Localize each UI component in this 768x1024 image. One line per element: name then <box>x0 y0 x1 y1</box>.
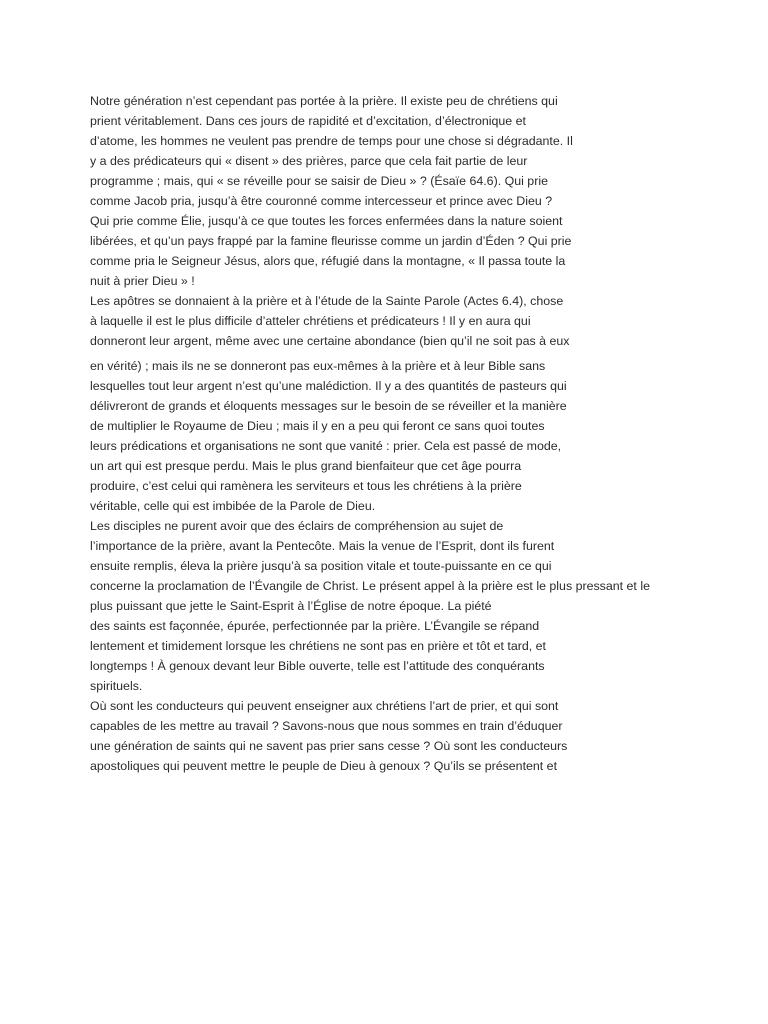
text-line: Où sont les conducteurs qui peuvent enseigner aux chrétiens l’art de prier, et qui sont <box>90 699 559 713</box>
text-line: en vérité) ; mais ils ne se donneront pas eux-mêmes à la prière et à leur Bible sans <box>90 359 546 373</box>
text-line: donneront leur argent, même avec une certaine abondance (bien qu’il ne soit pas à eux <box>90 334 570 348</box>
text-line: nuit à prier Dieu » ! <box>90 274 195 288</box>
text-line: un art qui est presque perdu. Mais le plus grand bienfaiteur que cet âge pourra <box>90 459 522 473</box>
text-line: produire, c’est celui qui ramènera les serviteurs et tous les chrétiens à la prière <box>90 479 522 493</box>
text-line: délivreront de grands et éloquents messages sur le besoin de se réveiller et la manière <box>90 399 567 413</box>
text-line: y a des prédicateurs qui « disent » des prières, parce que cela fait partie de leur <box>90 154 528 168</box>
text-line: de multiplier le Royaume de Dieu ; mais il y en a peu qui feront ce sans quoi toutes <box>90 419 545 433</box>
text-line: des saints est façonnée, épurée, perfectionnée par la prière. L’Évangile se répand <box>90 619 540 633</box>
text-line: spirituels. <box>90 679 143 693</box>
text-line: l’importance de la prière, avant la Pentecôte. Mais la venue de l’Esprit, dont ils furent <box>90 539 555 553</box>
text-line: à laquelle il est le plus difficile d’atteler chrétiens et prédicateurs ! Il y en aura qui <box>90 314 531 328</box>
text-line: programme ; mais, qui « se réveille pour se saisir de Dieu » ? (Ésaïe 64.6). Qui prie <box>90 174 548 188</box>
text-line: longtemps ! À genoux devant leur Bible ouverte, telle est l’attitude des conquérants <box>90 659 545 673</box>
text-line: une génération de saints qui ne savent pas prier sans cesse ? Où sont les conducteurs <box>90 739 568 753</box>
text-line: capables de les mettre au travail ? Savons-nous que nous sommes en train d’éduquer <box>90 719 563 733</box>
text-line: comme pria le Seigneur Jésus, alors que, réfugié dans la montagne, « Il passa toute la <box>90 254 566 268</box>
text-line: apostoliques qui peuvent mettre le peuple de Dieu à genoux ? Qu’ils se présentent et <box>90 759 558 773</box>
text-line: lentement et timidement lorsque les chrétiens ne sont pas en prière et tôt et tard, et <box>90 639 546 653</box>
text-line: prient véritablement. Dans ces jours de rapidité et d’excitation, d’électronique et <box>90 114 526 128</box>
text-line: véritable, celle qui est imbibée de la Parole de Dieu. <box>90 499 376 513</box>
text-line: Les apôtres se donnaient à la prière et à l’étude de la Sainte Parole (Actes 6.4), chose <box>90 294 564 308</box>
text-line: libérées, et qu’un pays frappé par la famine fleurisse comme un jardin d’Éden ? Qui prie <box>90 234 572 248</box>
text-line: Qui prie comme Élie, jusqu’à ce que toutes les forces enfermées dans la nature soient <box>90 214 563 228</box>
text-line: comme Jacob pria, jusqu’à être couronné comme intercesseur et prince avec Dieu ? <box>90 194 553 208</box>
text-line: Les disciples ne purent avoir que des éclairs de compréhension au sujet de <box>90 519 504 533</box>
text-line: leurs prédications et organisations ne sont que vanité : prier. Cela est passé de mode, <box>90 439 562 453</box>
text-line: d’atome, les hommes ne veulent pas prendre de temps pour une chose si dégradante. Il <box>90 134 573 148</box>
text-line: ensuite remplis, éleva la prière jusqu’à sa position vitale et toute-puissante en ce qui <box>90 559 552 573</box>
text-line: lesquelles tout leur argent n’est qu’une malédiction. Il y a des quantités de pasteurs qui <box>90 379 567 393</box>
text-line: Notre génération n’est cependant pas portée à la prière. Il existe peu de chrétiens qui <box>90 94 558 108</box>
text-line: plus puissant que jette le Saint-Esprit à l’Église de notre époque. La piété <box>90 599 492 613</box>
text-line: concerne la proclamation de l’Évangile de Christ. Le présent appel à la prière est le plus pressant et le <box>90 579 650 593</box>
